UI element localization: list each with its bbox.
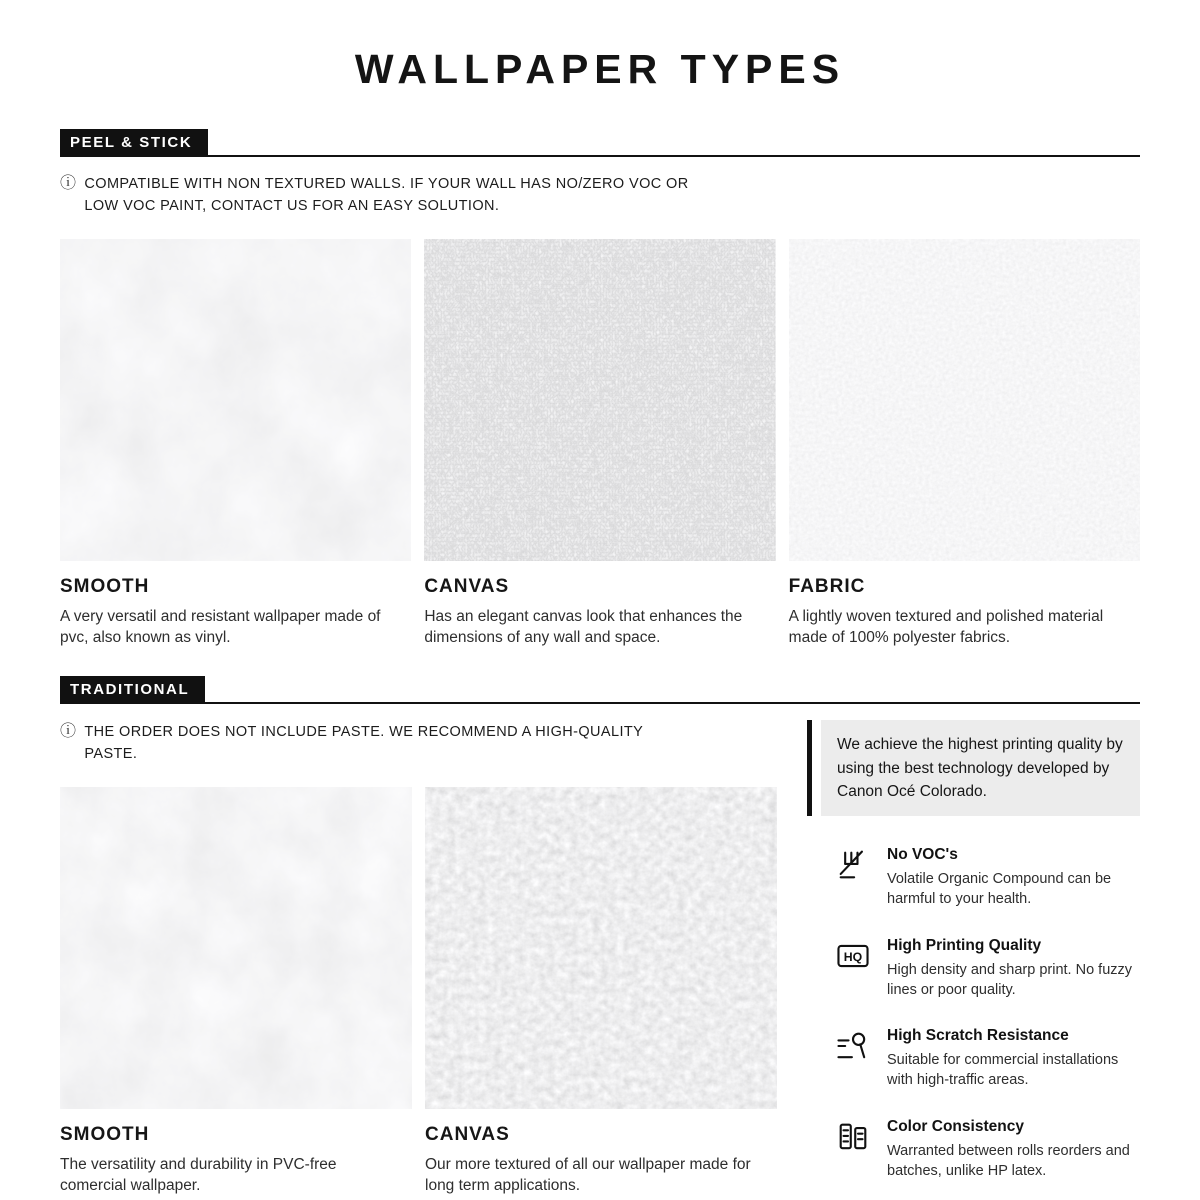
feature-title: No VOC's: [887, 846, 958, 863]
card-description: Has an elegant canvas look that enhances the dimensions of any wall and space.: [424, 607, 743, 646]
peel-stick-label: PEEL & STICK: [60, 129, 208, 157]
quote-accent-bar: [807, 720, 812, 816]
feature-title: High Printing Quality: [887, 936, 1042, 954]
smooth-texture-image: [60, 787, 412, 1109]
feature-description: High density and sharp print. No fuzzy lines or poor quality.: [887, 961, 1133, 998]
traditional-label: TRADITIONAL: [60, 676, 205, 704]
peel-stick-note: [60, 174, 700, 218]
fabric-texture-image: [789, 239, 1140, 561]
peel-stick-header: [60, 129, 1140, 157]
card-title: CANVAS: [424, 575, 510, 597]
traditional-note: [60, 722, 700, 766]
canvas-texture-image: [424, 239, 775, 561]
card-title: SMOOTH: [60, 1123, 150, 1145]
feature-high-printing-quality: [834, 937, 1140, 1001]
card-description: A lightly woven textured and polished material made of 100% polyester fabrics.: [788, 607, 1104, 646]
color-consistency-icon: [834, 1118, 872, 1156]
traditional-header: [60, 676, 1140, 704]
peel-canvas-card: [424, 239, 775, 649]
feature-description: Suitable for commercial installations with high-traffic areas.: [887, 1052, 1119, 1089]
feature-description: Volatile Organic Compound can be harmful to your health.: [887, 871, 1112, 908]
no-voc-icon: [834, 846, 872, 884]
feature-high-scratch-resistance: [834, 1027, 1140, 1091]
printing-quality-panel: [807, 718, 1140, 1196]
peel-smooth-card: [60, 239, 411, 649]
card-title: FABRIC: [788, 575, 866, 597]
info-icon: ⓘ: [60, 723, 77, 741]
feature-no-voc: [834, 846, 1140, 910]
canvas-texture-image: [425, 787, 777, 1109]
page-title: WALLPAPER TYPES: [354, 46, 846, 92]
hq-print-icon: [834, 937, 872, 975]
svg-text:HQ: HQ: [843, 949, 863, 964]
traditional-canvas-card: [425, 787, 777, 1197]
traditional-note-text: THE ORDER DOES NOT INCLUDE PASTE. WE RECOMMEND A HIGH-QUALITY PASTE.: [84, 724, 643, 762]
card-title: SMOOTH: [60, 575, 150, 597]
section-divider-line: [208, 155, 1140, 157]
feature-title: Color Consistency: [887, 1117, 1024, 1135]
traditional-cards-area: [60, 718, 777, 1196]
quote-text: We achieve the highest printing quality by using the best technology developed by Canon Océ Colorado.: [821, 720, 1140, 816]
card-description: The versatility and durability in PVC-free comercial wallpaper.: [60, 1155, 337, 1195]
traditional-body: [60, 718, 1140, 1196]
peel-fabric-card: [789, 239, 1140, 649]
scratch-resistance-icon: [834, 1027, 872, 1065]
smooth-texture-image: [60, 239, 411, 561]
traditional-cards: [60, 787, 777, 1197]
card-description: Our more textured of all our wallpaper made for long term applications.: [425, 1155, 751, 1195]
traditional-section: [60, 676, 1140, 1196]
traditional-smooth-card: [60, 787, 412, 1197]
feature-list: [807, 846, 1140, 1181]
feature-description: Warranted between rolls reorders and batches, unlike HP latex.: [887, 1142, 1130, 1180]
peel-stick-section: [60, 129, 1140, 648]
feature-title: High Scratch Resistance: [887, 1027, 1069, 1045]
section-divider-line: [205, 702, 1140, 704]
peel-stick-note-text: COMPATIBLE WITH NON TEXTURED WALLS. IF YOUR WALL HAS NO/ZERO VOC OR LOW VOC PAINT, CONTACT US FOR AN EASY SOLUTION.: [84, 176, 689, 214]
feature-color-consistency: [834, 1118, 1140, 1182]
card-title: CANVAS: [425, 1123, 510, 1145]
quality-quote: [807, 720, 1140, 816]
card-description: A very versatil and resistant wallpaper made of pvc, also known as vinyl.: [60, 607, 381, 646]
info-icon: ⓘ: [60, 175, 77, 192]
peel-stick-cards: [60, 239, 1140, 649]
